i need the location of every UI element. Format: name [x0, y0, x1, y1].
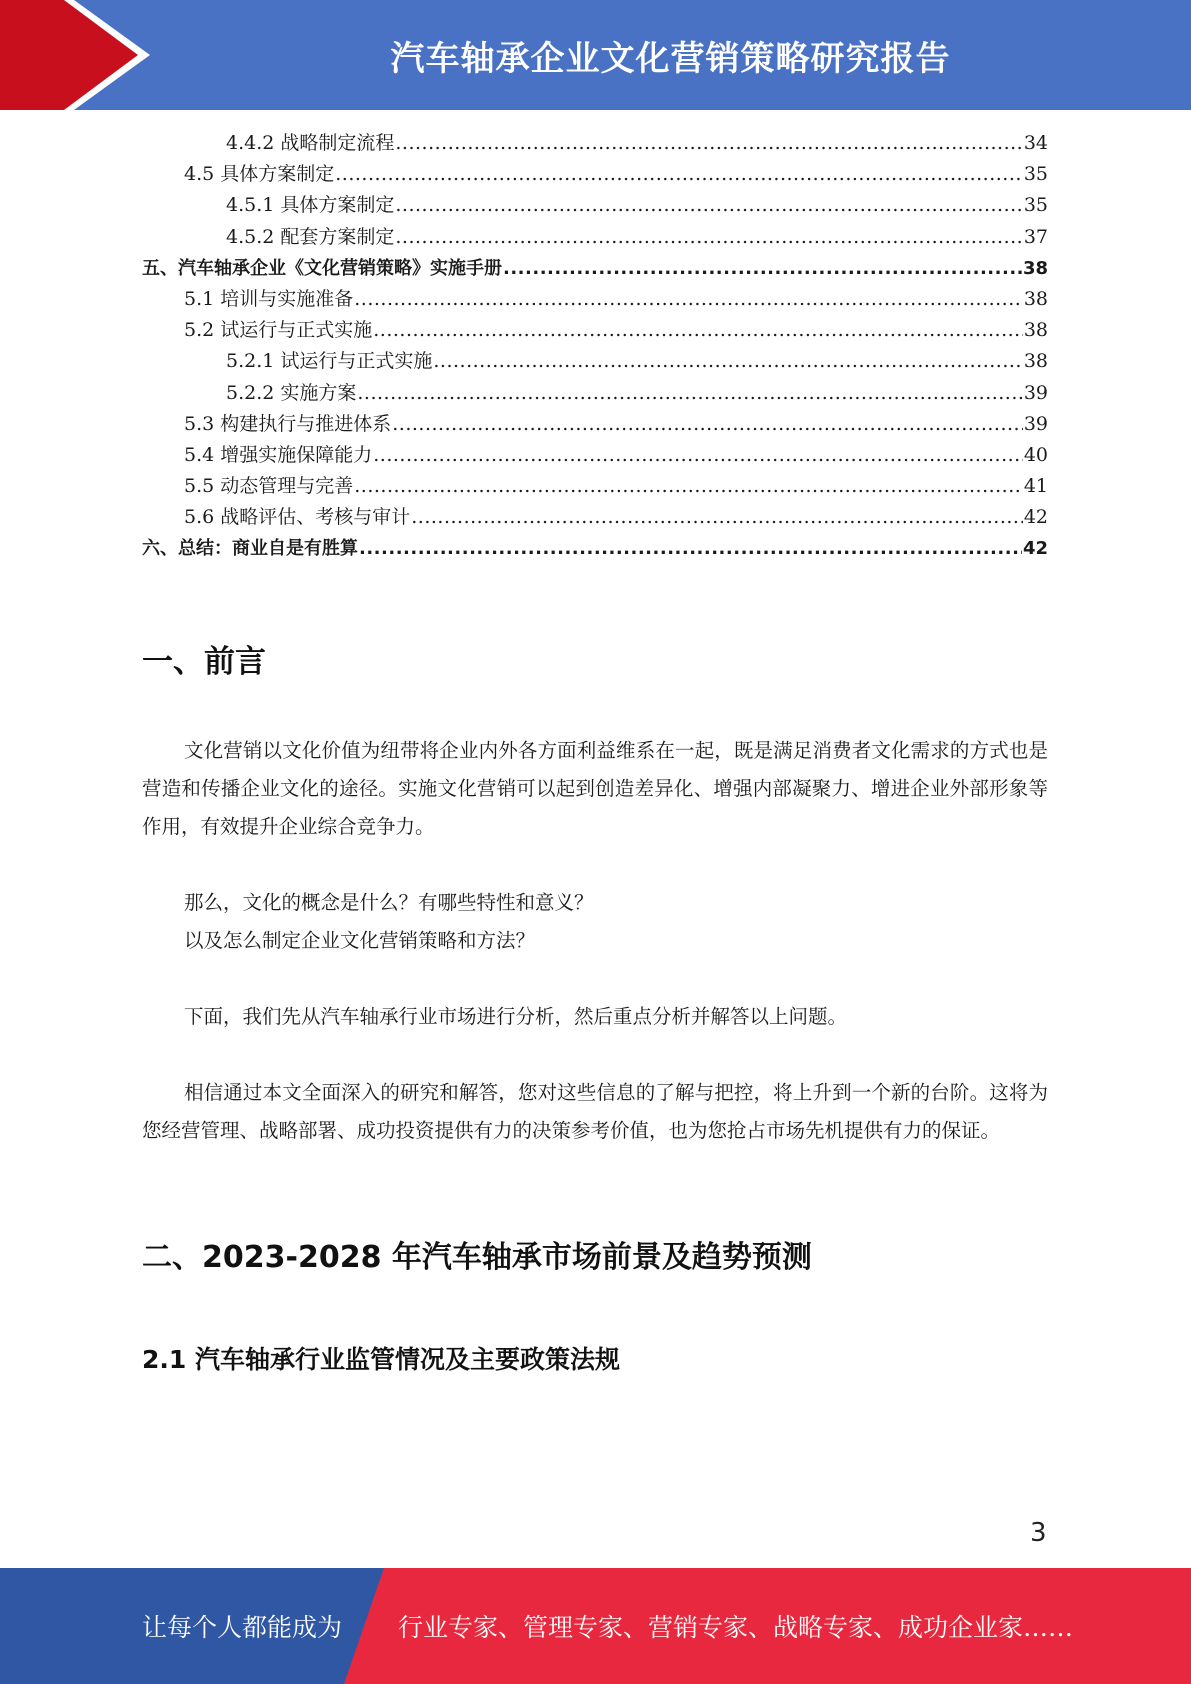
- toc-dot-leader: [335, 159, 1023, 190]
- toc-dot-leader: [433, 346, 1022, 377]
- toc-entry-page: 35: [1023, 163, 1048, 186]
- preface-question-1: 那么，文化的概念是什么？有哪些特性和意义？: [184, 891, 594, 914]
- toc-entry-page: 42: [1022, 538, 1048, 560]
- toc-entry-title: 5.3 构建执行与推进体系: [184, 412, 392, 435]
- toc-entry[interactable]: [142, 190, 1048, 221]
- toc-dot-leader: [503, 253, 1022, 284]
- toc-dot-leader: [373, 315, 1023, 346]
- toc-entry[interactable]: [142, 284, 1048, 315]
- toc-entry[interactable]: [142, 533, 1048, 564]
- toc-dot-leader: [392, 409, 1023, 440]
- footer-slogan-right: 行业专家、管理专家、营销专家、战略专家、成功企业家……: [398, 1613, 1074, 1642]
- toc-entry[interactable]: [142, 128, 1048, 159]
- preface-paragraph-3: 下面，我们先从汽车轴承行业市场进行分析，然后重点分析并解答以上问题。: [184, 1005, 848, 1028]
- footer-slogan-left: 让每个人都能成为: [142, 1613, 343, 1642]
- toc-entry[interactable]: [142, 502, 1048, 533]
- toc-entry-title: 5.4 增强实施保障能力: [184, 443, 373, 466]
- toc-entry-title: 五、汽车轴承企业《文化营销策略》实施手册: [142, 257, 502, 279]
- toc-entry-title: 5.2 试运行与正式实施: [184, 319, 373, 342]
- toc-dot-leader: [395, 190, 1022, 221]
- toc-entry-title: 4.5 具体方案制定: [184, 163, 335, 186]
- toc-entry-page: 34: [1023, 132, 1048, 154]
- toc-entry[interactable]: [142, 253, 1048, 284]
- toc-entry-title: 5.5 动态管理与完善: [184, 475, 354, 498]
- page-footer: [0, 1568, 1191, 1684]
- toc-entry-page: 41: [1023, 475, 1048, 498]
- toc-entry-title: 4.5.1 具体方案制定: [226, 194, 395, 217]
- toc-entry-title: 4.5.2 配套方案制定: [226, 225, 395, 248]
- toc-dot-leader: [411, 502, 1023, 533]
- toc-entry-page: 38: [1023, 287, 1048, 310]
- section-heading-preface: 一、前言: [142, 644, 266, 680]
- toc-entry-page: 39: [1023, 412, 1048, 435]
- toc-entry-page: 37: [1023, 225, 1048, 248]
- toc-entry-page: 40: [1023, 443, 1048, 466]
- toc-entry-title: 5.2.1 试运行与正式实施: [226, 350, 433, 373]
- toc-entry-page: 39: [1023, 381, 1048, 404]
- toc-entry[interactable]: [142, 315, 1048, 346]
- table-of-contents: [142, 128, 1048, 565]
- subsection-heading-regulation: 2.1 汽车轴承行业监管情况及主要政策法规: [142, 1345, 620, 1374]
- toc-dot-leader: [395, 222, 1022, 253]
- toc-entry-title: 4.4.2 战略制定流程: [226, 132, 395, 154]
- toc-entry-title: 5.2.2 实施方案: [226, 381, 357, 404]
- toc-entry[interactable]: [142, 409, 1048, 440]
- toc-dot-leader: [395, 128, 1022, 159]
- toc-entry[interactable]: [142, 346, 1048, 377]
- toc-entry-title: 5.6 战略评估、考核与审计: [184, 506, 411, 529]
- toc-entry[interactable]: [142, 378, 1048, 409]
- toc-entry[interactable]: [142, 159, 1048, 190]
- toc-entry[interactable]: [142, 440, 1048, 471]
- toc-entry-page: 42: [1023, 506, 1048, 529]
- page-header: [0, 0, 1191, 110]
- toc-entry[interactable]: [142, 471, 1048, 502]
- toc-dot-leader: [354, 284, 1023, 315]
- toc-dot-leader: [354, 471, 1023, 502]
- report-title: 汽车轴承企业文化营销策略研究报告: [390, 38, 951, 79]
- toc-entry-page: 38: [1022, 257, 1048, 279]
- page-number: 3: [1030, 1518, 1047, 1548]
- toc-entry-page: 35: [1023, 194, 1048, 217]
- preface-paragraph-4: 相信通过本文全面深入的研究和解答，您对这些信息的了解与把控，将上升到一个新的台阶。这将为您经营管理、战略部署、成功投资提供有力的决策参考价值，也为您抢占市场先机提供有力的保证。: [142, 1081, 1048, 1142]
- toc-dot-leader: [357, 378, 1022, 409]
- toc-entry-page: 38: [1023, 350, 1048, 373]
- toc-dot-leader: [359, 533, 1022, 564]
- preface-question-2: 以及怎么制定企业文化营销策略和方法？: [184, 929, 536, 952]
- toc-dot-leader: [373, 440, 1023, 471]
- section-heading-market-outlook: 二、2023-2028 年汽车轴承市场前景及趋势预测: [142, 1240, 812, 1275]
- toc-entry-title: 5.1 培训与实施准备: [184, 287, 354, 310]
- toc-entry[interactable]: [142, 222, 1048, 253]
- preface-paragraph-1: 文化营销以文化价值为纽带将企业内外各方面利益维系在一起，既是满足消费者文化需求的方式也是营造和传播企业文化的途径。实施文化营销可以起到创造差异化、增强内部凝聚力、增进企业外部形象等作用，有效提升企业综合竞争力。: [142, 739, 1048, 838]
- toc-entry-page: 38: [1023, 319, 1048, 342]
- toc-entry-title: 六、总结：商业自是有胜算: [142, 538, 358, 560]
